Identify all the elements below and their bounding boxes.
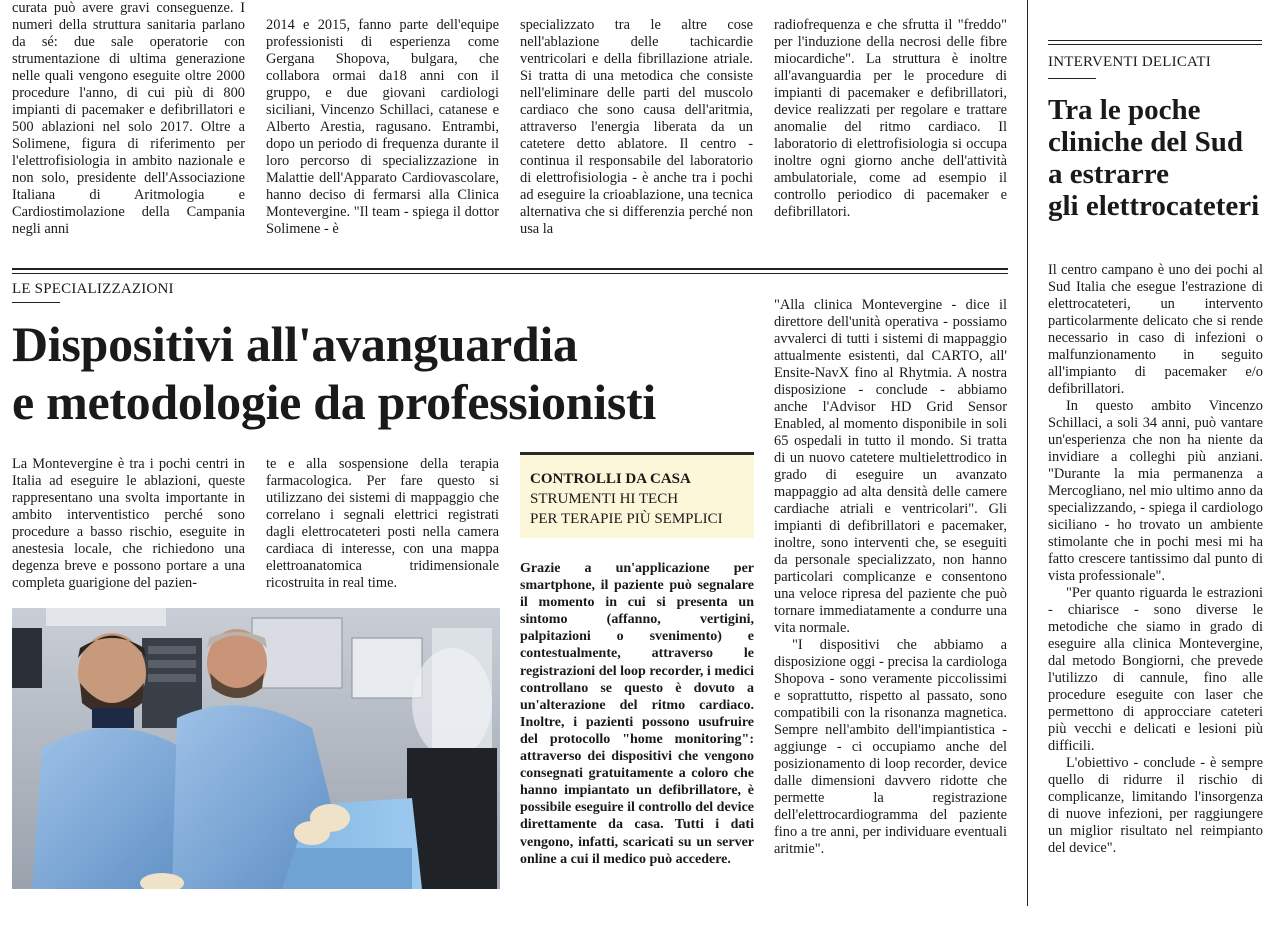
top-column-4-text: radiofrequenza e che sfrutta il "freddo" per l'induzione della necrosi delle fibre miocardiche". La struttura è inoltre all'avanguardia per le procedure di impianti di pacemaker e defibrillatori, device realizzati per regolare e trattare anomalie del ritmo cardiaco. Il laboratorio di elettrofisiologia si occupa inoltre ogni giorno anche dell'attività ambulatoriale, come ad esempio il controllo periodico di pacemaker e defibrillatori. xyxy=(774,17,1007,220)
box-body xyxy=(520,560,754,890)
main-headline xyxy=(12,315,762,431)
main-column-4-paragraph-1: "Alla clinica Montevergine - dice il direttore dell'unità operativa - possiamo avvalerci di tutti i sistemi di mappaggio attualmente esistenti, dal CARTO, all' Ensite-NavX fino al Rhytmia. A nostra disposizione - conclude - abbiamo anche l'Advisor HD Grid Sensor Enabled, al momento disponibile in soli 65 ospedali in tutto il mondo. Si tratta di un nuovo catetere multielettrodico in grado di eseguire un avanzato mappaggio ad alta densità delle camere cardiache atriali e ventricolari". Gli impianti di defibrillatori e pacemaker, inoltre, sono interventi che, se eseguiti da personale specializzato, non hanno particolari complicanze e consentono una veloce ripresa del paziente che può tornare immediatamente a condurre una vita normale. xyxy=(774,297,1007,636)
main-column-2-text: te e alla sospensione della terapia farmacologica. Per fare questo si utilizzano dei sistemi di mappaggio che correlano i segnali elettrici registrati dagli elettrocateteri posti nella camera cardiaca di interesse, con una mappa elettroanatomica tridimensionale ricostruita in real time. xyxy=(266,456,499,591)
section-divider-bottom xyxy=(12,273,1008,274)
sidebar-body xyxy=(1048,262,1263,902)
box-subtitle-line2: PER TERAPIE PIÙ SEMPLICI xyxy=(530,511,723,527)
top-column-3-text: specializzato tra le altre cose nell'ablazione delle tachicardie ventricolari e della fibrillazione atriale. Si tratta di una metodica che consiste nell'eliminare delle parti del muscolo cardiaco che sono causa dell'aritmia, attraverso l'energia liberata da un catetere detto ablatore. Il centro - continua il responsabile del laboratorio di elettrofisiologia - è anche tra i pochi ad eseguire la crioablazione, una tecnica alternativa che si differenzia perché non usa la xyxy=(520,17,753,237)
sidebar-kicker-rule xyxy=(1048,78,1096,79)
main-column-1 xyxy=(12,456,245,596)
home-control-box xyxy=(520,452,754,538)
doctors-photo xyxy=(12,608,500,889)
top-column-2-text: 2014 e 2015, fanno parte dell'equipe professionisti di esperienza come Gergana Shopova, bulgara, che collabora ormai da18 anni con il gruppo, e due giovani cardiologi siciliani, Vincenzo Schillaci, catanese e Alberto Arestia, ragusano. Entrambi, dopo un periodo di frequenza durante il loro percorso di specializzazione in Malattie dell'Apparato Cardiovascolare, hanno deciso di fermarsi alla Clinica Montevergine. "Il team - spiega il dottor Solimene - è xyxy=(266,17,499,237)
main-kicker-rule xyxy=(12,302,60,303)
top-column-1-text: curata può avere gravi conseguenze. I numeri della struttura sanitaria parlano da sé: due sale operatorie con strumentazione di ultima generazione nelle quali vengono eseguite oltre 2000 procedure l'anno, di cui più di 800 impianti di pacemaker e defibrillatori e 500 ablazioni nel solo 2017. Oltre a Solimene, figura di riferimento per l'elettrofisiologia in ambito nazionale e non solo, presidente dell'Associazione Italiana di Aritmologia e Cardiostimolazione della Campania negli anni xyxy=(12,0,245,237)
sidebar-top-rule-2 xyxy=(1048,44,1262,45)
top-column-3 xyxy=(520,17,753,237)
main-column-4 xyxy=(774,297,1007,897)
sidebar-paragraph-1: Il centro campano è uno dei pochi al Sud Italia che esegue l'estrazione di elettrocateteri, un intervento particolarmente delicato che si rende necessario in caso di infezioni o malfunzionamento in seguito all'impianto di pacemaker e/o defibrillatori. xyxy=(1048,262,1263,397)
sidebar-kicker: INTERVENTI DELICATI xyxy=(1048,54,1211,70)
main-headline-line1: Dispositivi all'avanguardia xyxy=(12,316,578,372)
box-body-text: Grazie a un'applicazione per smartphone, il paziente può segnalare il momento in cui si presenta un sintomo (affanno, vertigini, palpitazioni o svenimento) e contestualmente, attraverso le registrazioni del loop recorder, i medici controllano se questo è dovuto a un'alterazione del ritmo cardiaco. Inoltre, i pazienti possono usufruire del protocollo "home monitoring": attraverso dei dispositivi che vengono consegnati gratuitamente a coloro che hanno impiantato un defibrillatore, è possibile eseguire il controllo del device direttamente da casa. Tutti i dati vengono, infatti, scaricati su un server online a cui il medico può accedere. xyxy=(520,561,754,867)
top-column-1 xyxy=(12,0,245,237)
sidebar-paragraph-4: L'obiettivo - conclude - è sempre quello di ridurre il rischio di complicanze, limitando l'insorgenza di nuove infezioni, per raggiungere un miglior risultato nel reimpianto del device". xyxy=(1048,755,1263,856)
sidebar-headline-line4: gli elettrocateteri xyxy=(1048,190,1260,222)
main-headline-line2: e metodologie da professionisti xyxy=(12,374,656,430)
top-column-4 xyxy=(774,17,1007,228)
doctors-photo-illustration xyxy=(12,608,500,889)
main-column-4-paragraph-2: "I dispositivi che abbiamo a disposizione oggi - precisa la cardiologa Shopova - sono veramente piccolissimi e soprattutto, rispetto al passato, sono compatibili con la risonanza magnetica. Sempre nell'ambito dell'impiantistica - aggiunge - ci occupiamo anche del posizionamento di loop recorder, device dalle dimensioni davvero ridotte che permette la registrazione dell'elettrocardiogramma del paziente fino a tre anni, per individuare eventuali aritmie". xyxy=(774,637,1007,857)
sidebar-paragraph-3: "Per quanto riguarda le estrazioni - chiarisce - sono diverse le metodiche che siamo in grado di eseguire alla clinica Montevergine, dal metodo Bongiorni, che prevede l'utilizzo di cannule, fino alle procedure eseguite con laser che permettono di approcciare cateteri più vecchi e delicati e lesioni più difficili. xyxy=(1048,585,1263,754)
sidebar-headline-line1: Tra le poche xyxy=(1048,94,1201,126)
main-column-2 xyxy=(266,456,499,596)
sidebar-headline-line2: cliniche del Sud xyxy=(1048,126,1243,158)
top-column-2 xyxy=(266,17,499,237)
main-kicker: LE SPECIALIZZAZIONI xyxy=(12,281,174,297)
sidebar-top-rule-1 xyxy=(1048,40,1262,41)
sidebar-paragraph-2: In questo ambito Vincenzo Schillaci, a soli 34 anni, può vantare un'esperienza che non ha niente da invidiare a colleghi più anziani. "Durante la mia permanenza a Mercogliano, nel mio ultimo anno da specializzando, - spiega il cardiologo siciliano - ho trovato un ambiente stimolante che in pochi mesi mi ha fatto crescere tantissimo dal punto di vista professionale". xyxy=(1048,398,1263,584)
box-title: CONTROLLI DA CASA xyxy=(530,471,691,487)
sidebar-headline xyxy=(1048,94,1273,222)
main-column-1-text: La Montevergine è tra i pochi centri in Italia ad eseguire le ablazioni, queste rappresentano una svolta importante in ambito interventistico perché sono procedure a basso rischio, eseguite in anestesia locale, che richiedono una degenza breve e possono portare a una completa guarigione del pazien- xyxy=(12,456,245,591)
section-divider-top xyxy=(12,268,1008,270)
vertical-divider xyxy=(1027,0,1028,906)
sidebar-headline-line3: a estrarre xyxy=(1048,158,1170,190)
box-subtitle-line1: STRUMENTI HI TECH xyxy=(530,491,679,507)
